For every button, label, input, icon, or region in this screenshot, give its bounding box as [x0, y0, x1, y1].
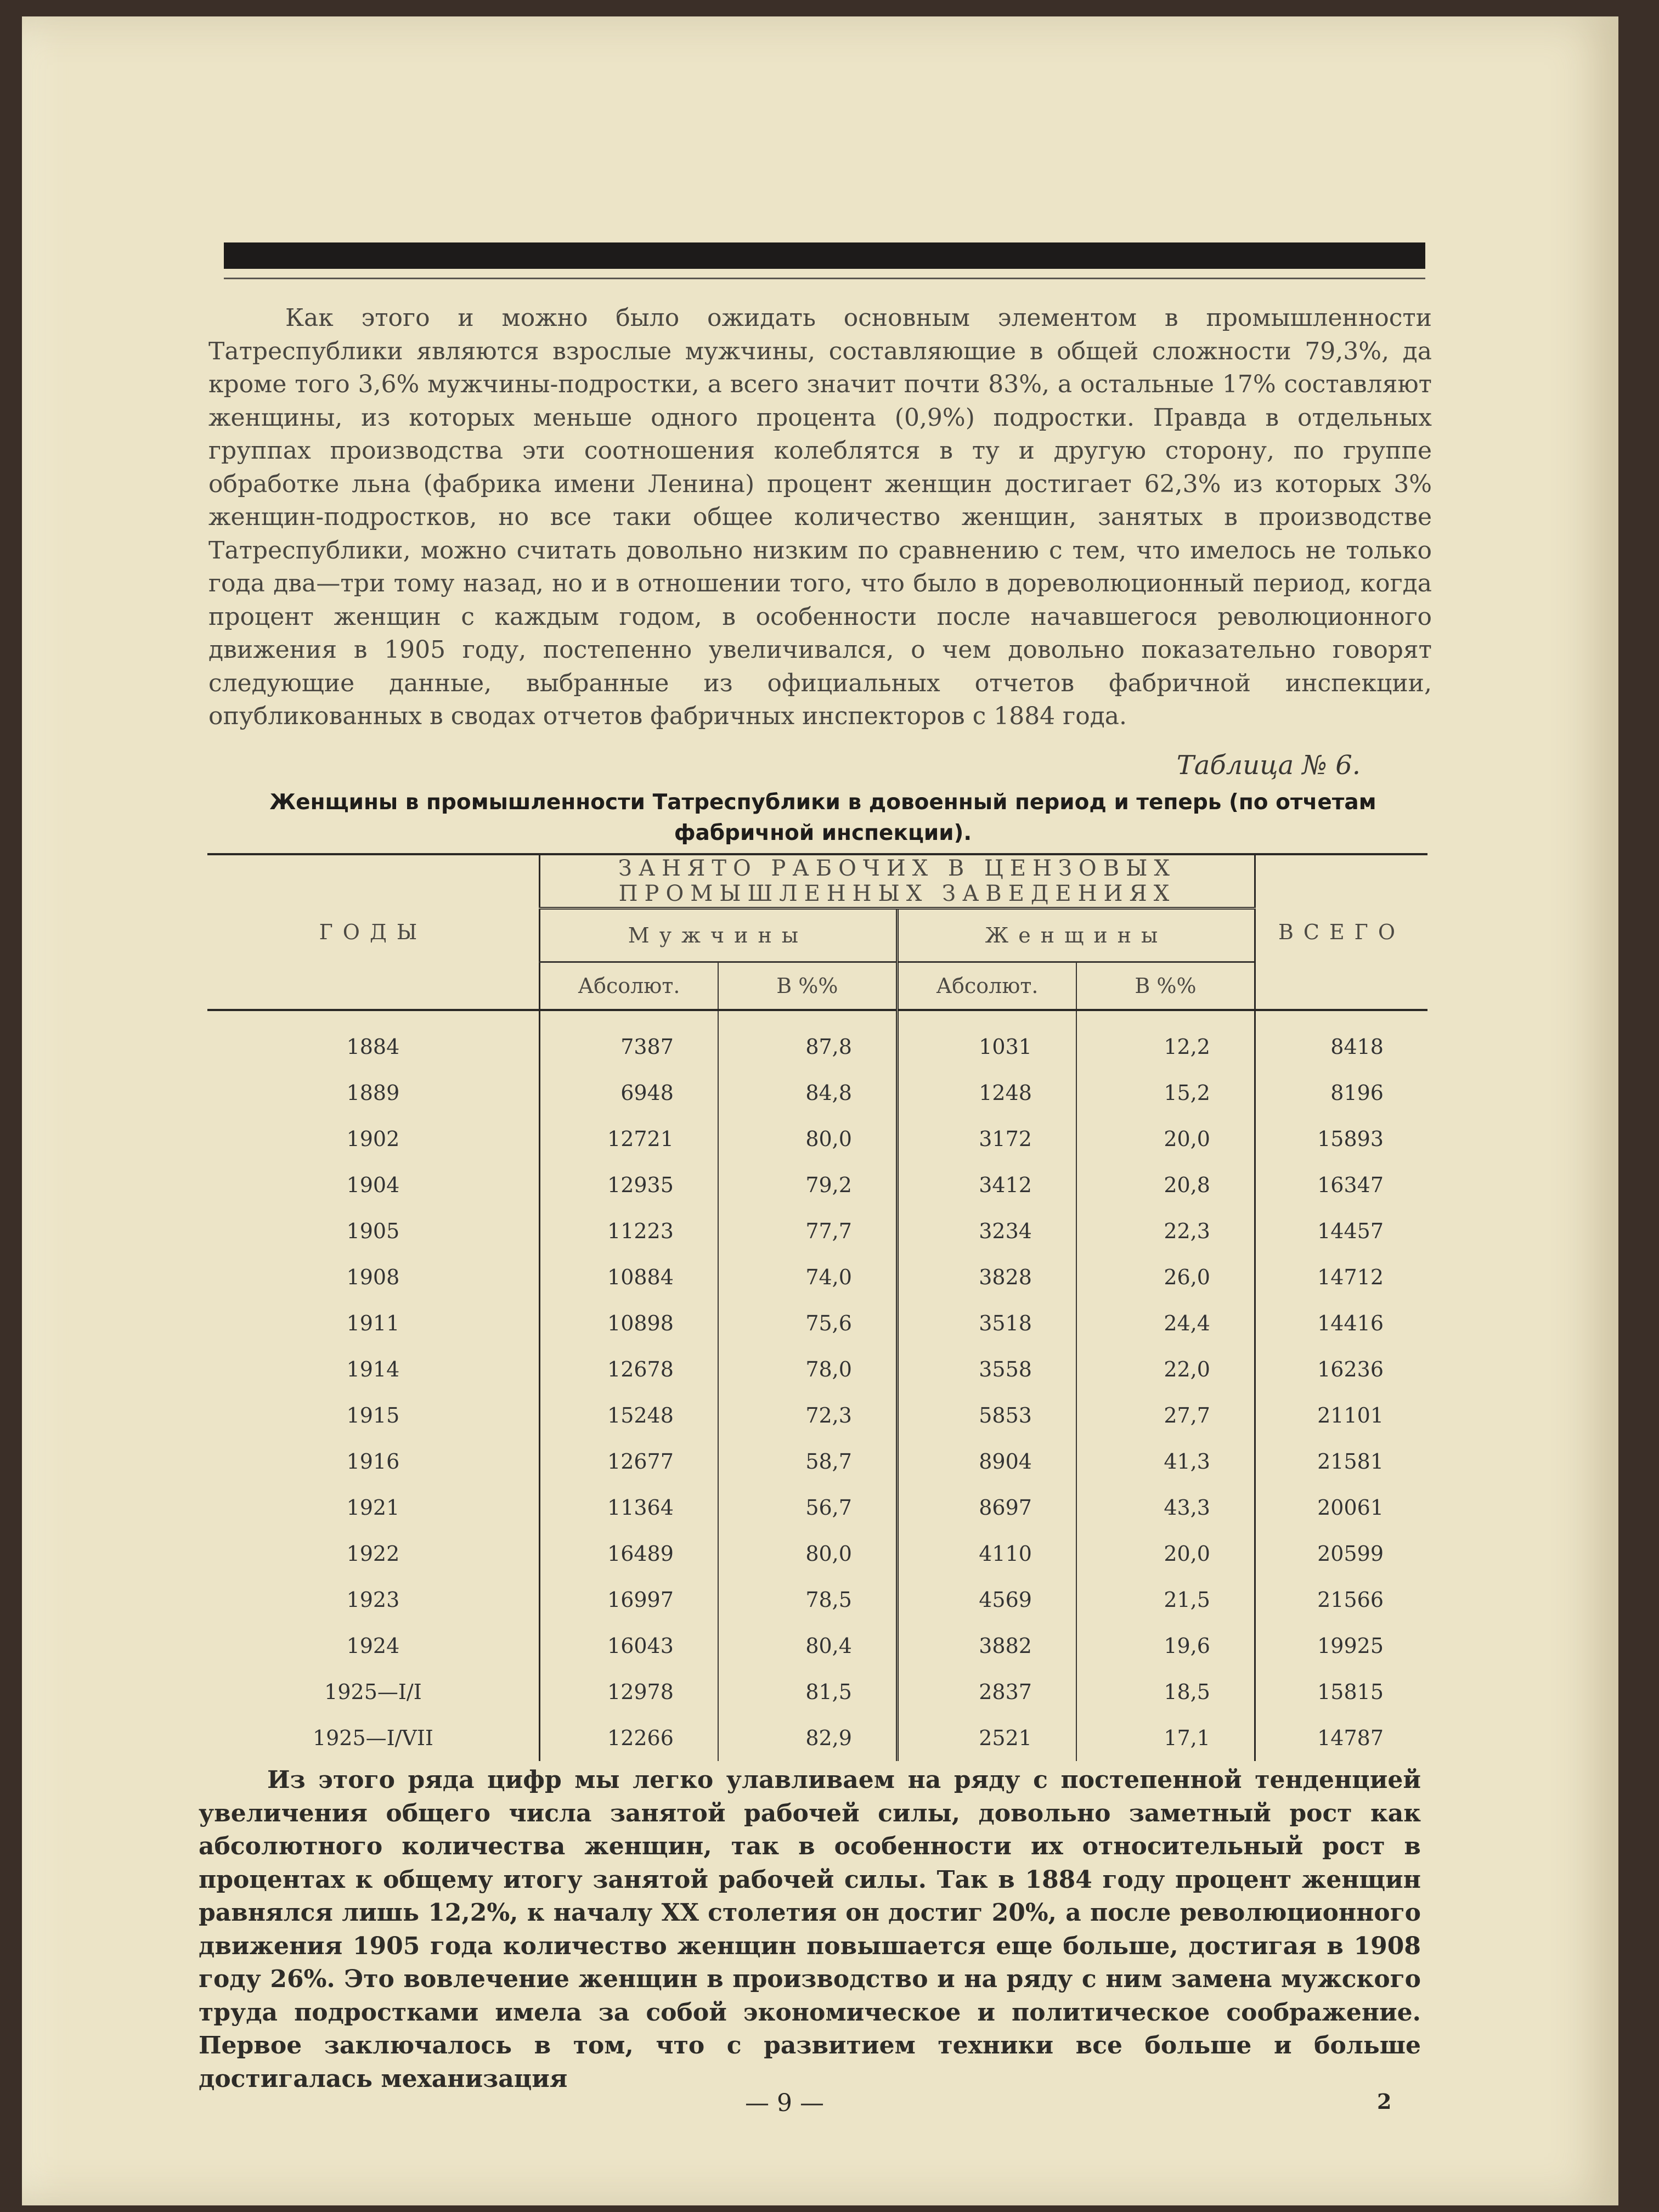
row-women-pct: 15,2: [1076, 1070, 1255, 1116]
row-women-abs: 2521: [897, 1715, 1076, 1761]
row-year: 1925—I/I: [324, 1680, 422, 1704]
row-year: 1916: [346, 1449, 400, 1474]
row-women-pct: 12,2: [1076, 1010, 1255, 1070]
row-men-abs: 11364: [539, 1485, 718, 1531]
row-men-pct: 58,7: [718, 1438, 898, 1485]
row-men-abs: 7387: [539, 1010, 718, 1070]
row-men-abs: 11223: [539, 1208, 718, 1254]
table-row: [207, 1300, 1427, 1346]
table-row: [207, 1623, 1427, 1669]
row-women-pct: 24,4: [1076, 1300, 1255, 1346]
row-women-pct: 41,3: [1076, 1438, 1255, 1485]
row-year: 1911: [346, 1311, 400, 1335]
row-women-pct: 18,5: [1076, 1669, 1255, 1715]
row-women-pct: 26,0: [1076, 1254, 1255, 1300]
row-year: 1902: [346, 1127, 400, 1151]
row-women-pct: 22,0: [1076, 1346, 1255, 1392]
header-men: Мужчины: [539, 909, 897, 962]
row-men-pct: 80,4: [718, 1623, 898, 1669]
signature-mark: 2: [1377, 2089, 1392, 2114]
row-women-pct: 20,0: [1076, 1116, 1255, 1162]
table-row: [207, 1070, 1427, 1116]
row-men-pct: 75,6: [718, 1300, 898, 1346]
row-men-abs: 15248: [539, 1392, 718, 1438]
row-women-abs: 3558: [897, 1346, 1076, 1392]
row-men-pct: 78,5: [718, 1577, 898, 1623]
row-year: 1908: [346, 1265, 400, 1289]
row-men-abs: 12677: [539, 1438, 718, 1485]
row-total: 14787: [1255, 1715, 1427, 1761]
table-row: [207, 1162, 1427, 1208]
row-women-pct: 27,7: [1076, 1392, 1255, 1438]
header-women-pct: В %%: [1076, 962, 1255, 1011]
row-year: 1889: [346, 1081, 400, 1105]
row-women-abs: 8697: [897, 1485, 1076, 1531]
row-total: 21566: [1255, 1577, 1427, 1623]
table-row: [207, 1531, 1427, 1577]
row-year: 1904: [346, 1173, 400, 1197]
row-women-abs: 4110: [897, 1531, 1076, 1577]
row-men-pct: 84,8: [718, 1070, 898, 1116]
row-men-pct: 82,9: [718, 1715, 898, 1761]
row-total: 8196: [1255, 1070, 1427, 1116]
row-total: 16236: [1255, 1346, 1427, 1392]
row-women-abs: 4569: [897, 1577, 1076, 1623]
row-men-pct: 77,7: [718, 1208, 898, 1254]
row-women-pct: 43,3: [1076, 1485, 1255, 1531]
row-women-abs: 8904: [897, 1438, 1076, 1485]
row-year: 1922: [346, 1542, 400, 1566]
row-women-abs: 1248: [897, 1070, 1076, 1116]
row-women-abs: 5853: [897, 1392, 1076, 1438]
table-row: [207, 1438, 1427, 1485]
table-row: [207, 1254, 1427, 1300]
row-total: 21581: [1255, 1438, 1427, 1485]
row-women-abs: 3172: [897, 1116, 1076, 1162]
row-men-abs: 10884: [539, 1254, 718, 1300]
row-women-pct: 22,3: [1076, 1208, 1255, 1254]
row-women-abs: 3518: [897, 1300, 1076, 1346]
row-men-abs: 12678: [539, 1346, 718, 1392]
row-men-abs: 6948: [539, 1070, 718, 1116]
row-women-abs: 1031: [897, 1010, 1076, 1070]
row-men-pct: 74,0: [718, 1254, 898, 1300]
header-bar: [224, 242, 1425, 269]
row-total: 15815: [1255, 1669, 1427, 1715]
row-men-abs: 12978: [539, 1669, 718, 1715]
intro-paragraph: Как этого и можно было ожидать основным элементом в промышленности Татреспублики являются взрослые мужчины, составляющие в общей сложности 79,3%, да кроме того 3,6% мужчины-подростки, а всего значит почти 83%, а остальные 17% составляют женщины, из которых меньше одного процента (0,9%) подростки. Правда в отдельных группах производства эти соотношения колеблятся в ту и другую сторону, по группе обработке льна (фабрика имени Ленина) процент женщин достигает 62,3% из которых 3% женщин-подростков, но все таки общее количество женщин, занятых в производстве Татреспублики, можно считать довольно низким по сравнению с тем, что имелось не только года два—три тому назад, но и в отношении того, что было в дореволюционный период, когда процент женщин с каждым годом, в особенности после начавшегося революционного движения в 1905 году, постепенно увеличивался, о чем довольно показательно говорят следующие данные, выбранные из официальных отчетов фабричной инспекции, опубликованных в сводах отчетов фабричных инспекторов с 1884 года.: [208, 304, 1432, 730]
row-men-pct: 80,0: [718, 1531, 898, 1577]
header-men-abs: Абсолют.: [539, 962, 718, 1011]
book-page: [22, 16, 1618, 2205]
row-total: 15893: [1255, 1116, 1427, 1162]
table-row: [207, 1392, 1427, 1438]
header-years: ГОДЫ: [207, 854, 539, 1010]
table-row: [207, 1346, 1427, 1392]
row-men-pct: 79,2: [718, 1162, 898, 1208]
row-women-abs: 2837: [897, 1669, 1076, 1715]
row-total: 16347: [1255, 1162, 1427, 1208]
row-year: 1914: [346, 1357, 400, 1381]
row-women-pct: 20,8: [1076, 1162, 1255, 1208]
table-row: [207, 1485, 1427, 1531]
data-table: [207, 853, 1427, 1761]
row-men-abs: 16043: [539, 1623, 718, 1669]
row-men-abs: 12721: [539, 1116, 718, 1162]
row-men-pct: 72,3: [718, 1392, 898, 1438]
row-men-abs: 12266: [539, 1715, 718, 1761]
row-year: 1921: [346, 1496, 400, 1520]
header-women-abs: Абсолют.: [897, 962, 1076, 1011]
row-total: 8418: [1255, 1010, 1427, 1070]
row-total: 20599: [1255, 1531, 1427, 1577]
after-paragraph: Из этого ряда цифр мы легко улавливаем на ряду с постепенной тенденцией увеличения общего числа занятой рабочей силы, довольно заметный рост как абсолютного количества женщин, так в особенности их относительный рост в процентах к общему итогу занятой рабочей силы. Так в 1884 году процент женщин равнялся лишь 12,2%, к началу XX столетия он достиг 20%, а после революционного движения 1905 года количество женщин повышается еще больше, достигая в 1908 году 26%. Это вовлечение женщин в производство и на ряду с ним замена мужского труда подростками имела за собой экономическое и политическое соображение. Первое заключалось в том, что с развитием техники все больше и больше достигалась механизация: [199, 1766, 1421, 2093]
row-year: 1884: [346, 1035, 400, 1059]
row-men-abs: 12935: [539, 1162, 718, 1208]
table-title: Женщины в промышленности Татреспублики в довоенный период и теперь (по отчетам фабричной инспекции).: [269, 790, 1376, 845]
row-men-abs: 16997: [539, 1577, 718, 1623]
table-row: [207, 1116, 1427, 1162]
row-women-abs: 3234: [897, 1208, 1076, 1254]
row-women-abs: 3828: [897, 1254, 1076, 1300]
row-year: 1915: [346, 1403, 400, 1427]
row-men-abs: 10898: [539, 1300, 718, 1346]
row-men-pct: 56,7: [718, 1485, 898, 1531]
table-row: [207, 1715, 1427, 1761]
row-year: 1923: [346, 1588, 400, 1612]
row-women-pct: 17,1: [1076, 1715, 1255, 1761]
header-total: ВСЕГО: [1255, 854, 1427, 1010]
row-year: 1905: [346, 1219, 400, 1243]
row-total: 20061: [1255, 1485, 1427, 1531]
row-total: 14457: [1255, 1208, 1427, 1254]
row-year: 1925—I/VII: [312, 1726, 433, 1750]
table-row: [207, 1577, 1427, 1623]
row-women-pct: 20,0: [1076, 1531, 1255, 1577]
table-row: [207, 1208, 1427, 1254]
table-row: [207, 1010, 1427, 1070]
row-men-pct: 78,0: [718, 1346, 898, 1392]
page-number: — 9 —: [745, 2089, 824, 2117]
row-men-pct: 87,8: [718, 1010, 898, 1070]
header-rule: [224, 278, 1425, 279]
row-men-pct: 81,5: [718, 1669, 898, 1715]
row-total: 21101: [1255, 1392, 1427, 1438]
row-total: 14712: [1255, 1254, 1427, 1300]
table-body: [207, 1010, 1427, 1761]
row-men-pct: 80,0: [718, 1116, 898, 1162]
row-women-abs: 3412: [897, 1162, 1076, 1208]
row-year: 1924: [346, 1634, 400, 1658]
row-total: 19925: [1255, 1623, 1427, 1669]
header-women: Женщины: [897, 909, 1255, 962]
header-men-pct: В %%: [718, 962, 898, 1011]
table-label: Таблица № 6.: [1176, 750, 1361, 781]
header-group: ЗАНЯТО РАБОЧИХ В ЦЕНЗОВЫХ ПРОМЫШЛЕННЫХ ЗАВЕДЕНИЯХ: [539, 854, 1255, 909]
table-row: [207, 1669, 1427, 1715]
row-women-abs: 3882: [897, 1623, 1076, 1669]
row-total: 14416: [1255, 1300, 1427, 1346]
row-women-pct: 19,6: [1076, 1623, 1255, 1669]
row-women-pct: 21,5: [1076, 1577, 1255, 1623]
row-men-abs: 16489: [539, 1531, 718, 1577]
